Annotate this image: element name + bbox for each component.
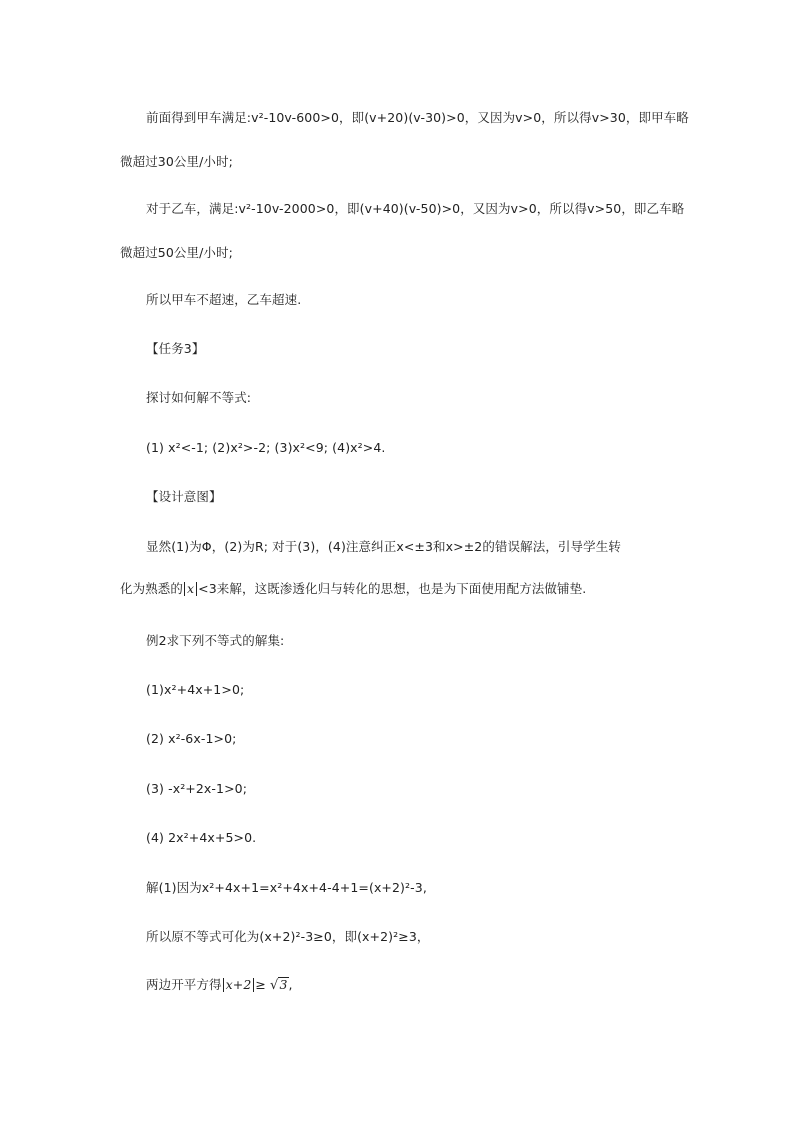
abs-x-plus-2: x+2 [223, 978, 255, 992]
example-item-4: (4) 2x²+4x+5>0. [146, 830, 257, 845]
solution-step-3 [146, 977, 293, 994]
design-cont-suffix: <3来解，这既渗透化归与转化的思想，也是为下面使用配方法做铺垫. [198, 581, 587, 596]
step-3-end: , [288, 977, 293, 992]
paragraph-design-cont [120, 581, 586, 597]
example-item-1: (1)x²+4x+1>0; [146, 682, 245, 697]
paragraph-car-a-cont: 微超过30公里/小时; [120, 154, 233, 169]
design-cont-prefix: 化为熟悉的 [120, 581, 184, 596]
ge-symbol: ≥ [255, 977, 266, 992]
solution-step-2: 所以原不等式可化为(x+2)²-3≥0，即(x+2)²≥3， [146, 929, 430, 944]
paragraph-conclusion: 所以甲车不超速，乙车超速. [146, 292, 302, 307]
sqrt-3-radicand: 3 [279, 977, 288, 992]
sqrt-radical-icon: √ [270, 978, 279, 993]
paragraph-design: 显然(1)为Φ，(2)为R; 对于(3)，(4)注意纠正x<±3和x>±2的错误解法，引导学生转 [146, 539, 621, 554]
example-2-heading: 例2求下列不等式的解集: [146, 633, 285, 648]
paragraph-car-b: 对于乙车，满足:v²-10v-2000>0，即(v+40)(v-50)>0，又因为v>0，所以得v>50，即乙车略 [146, 201, 685, 216]
inequalities-list: (1) x²<-1; (2)x²>-2; (3)x²<9; (4)x²>4. [146, 440, 386, 455]
heading-design-intent: 【设计意图】 [146, 489, 222, 504]
paragraph-car-b-cont: 微超过50公里/小时; [120, 245, 233, 260]
abs-x-expression: x [184, 582, 197, 596]
heading-task-3: 【任务3】 [146, 341, 205, 356]
paragraph-explore: 探讨如何解不等式: [146, 390, 252, 405]
step-3-prefix: 两边开平方得 [146, 977, 222, 992]
solution-step-1: 解(1)因为x²+4x+1=x²+4x+4-4+1=(x+2)²-3, [146, 880, 427, 895]
example-item-2: (2) x²-6x-1>0; [146, 731, 237, 746]
paragraph-car-a: 前面得到甲车满足:v²-10v-600>0，即(v+20)(v-30)>0，又因为v>0，所以得v>30，即甲车略 [146, 110, 689, 125]
example-item-3: (3) -x²+2x-1>0; [146, 781, 248, 796]
